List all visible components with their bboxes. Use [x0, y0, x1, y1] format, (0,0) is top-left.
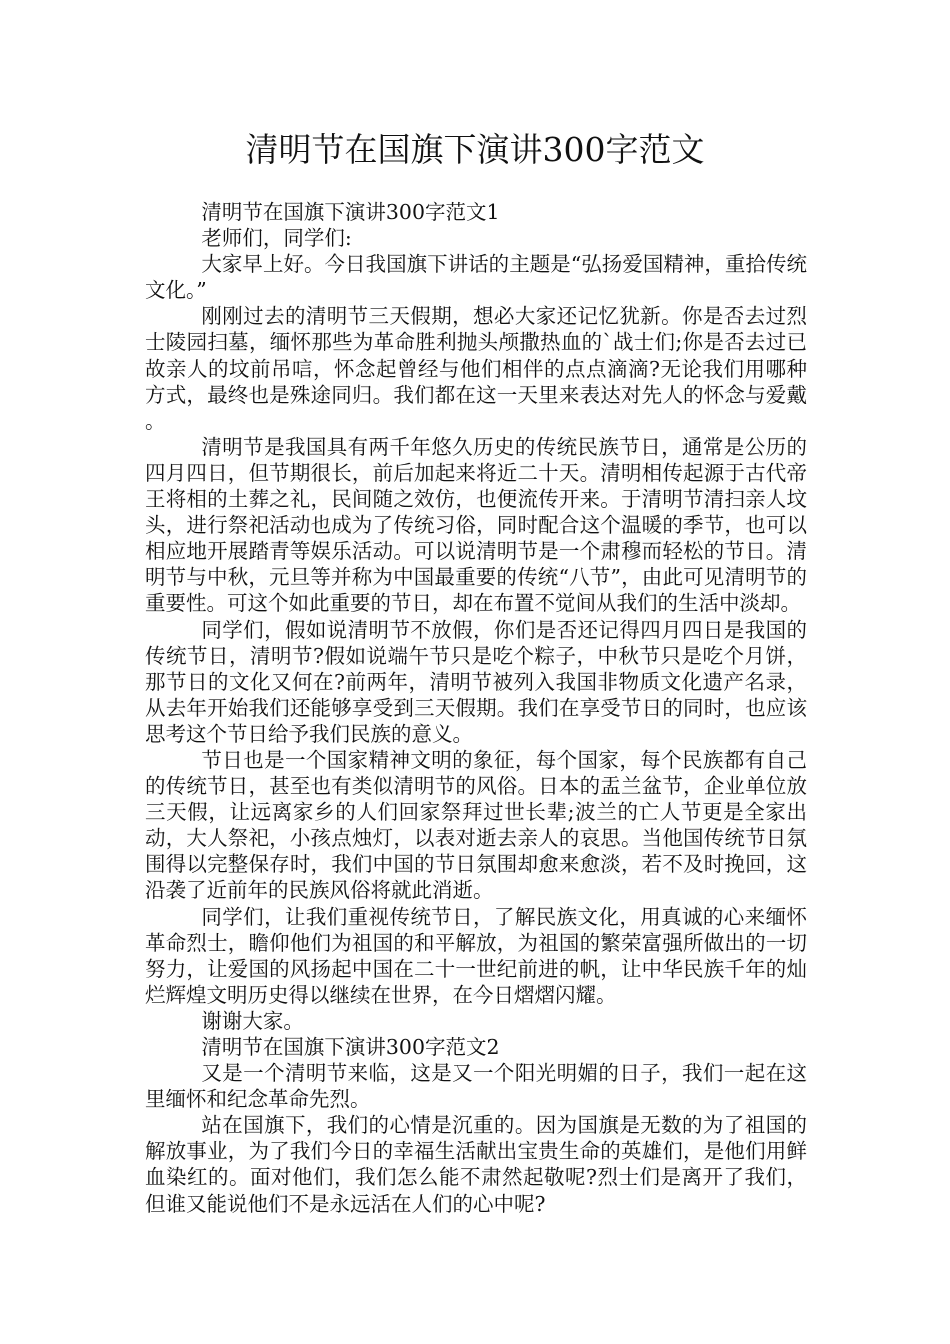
- salutation: 老师们，同学们:: [201, 226, 352, 251]
- paragraph: 站在国旗下，我们的心情是沉重的。因为国旗是无数的为了祖国的解放事业，为了我们今日的幸福生活献出宝贵生命的英雄们，是他们用鲜血染红的。面对他们，我们怎么能不肃然起敬呢?烈士们是离开了我们，但谁又能说他们不是永远活在人们的心中呢?: [145, 1113, 807, 1216]
- paragraph: 节日也是一个国家精神文明的象征，每个国家，每个民族都有自己的传统节日，甚至也有类似清明节的风俗。日本的盂兰盆节，企业单位放三天假，让远离家乡的人们回家祭拜过世长辈;波兰的亡人节更是全家出动，大人祭祀，小孩点烛灯，以表对逝去亲人的哀思。当他国传统节日氛围得以完整保存时，我们中国的节日氛围却愈来愈淡，若不及时挽回，这沿袭了近前年的民族风俗将就此消逝。: [145, 747, 807, 903]
- closing-line: 谢谢大家。: [201, 1008, 304, 1033]
- document-title: 清明节在国旗下演讲300字范文: [245, 130, 705, 169]
- document-body: [145, 199, 807, 1217]
- section-heading-2: 清明节在国旗下演讲300字范文2: [201, 1035, 500, 1059]
- paragraph: 清明节是我国具有两千年悠久历史的传统民族节日，通常是公历的四月四日，但节期很长，前后加起来将近二十天。清明相传起源于古代帝王将相的土葬之礼，民间随之效仿，也便流传开来。于清明节清扫亲人坟头，进行祭祀活动也成为了传统习俗，同时配合这个温暖的季节，也可以相应地开展踏青等娱乐活动。可以说清明节是一个肃穆而轻松的节日。清明节与中秋，元旦等并称为中国最重要的传统“八节”，由此可见清明节的重要性。可这个如此重要的节日，却在布置不觉间从我们的生活中淡却。: [145, 434, 807, 616]
- section-heading-1: 清明节在国旗下演讲300字范文1: [201, 200, 500, 224]
- paragraph: 刚刚过去的清明节三天假期，想必大家还记忆犹新。你是否去过烈士陵园扫墓，缅怀那些为革命胜利抛头颅撒热血的`战士们;你是否去过已故亲人的坟前吊唁，怀念起曾经与他们相伴的点点滴滴?无论我们用哪种方式，最终也是殊途同归。我们都在这一天里来表达对先人的怀念与爱戴。: [145, 304, 807, 433]
- paragraph: 又是一个清明节来临，这是又一个阳光明媚的日子，我们一起在这里缅怀和纪念革命先烈。: [145, 1061, 807, 1112]
- paragraph: 同学们，让我们重视传统节日，了解民族文化，用真诚的心来缅怀革命烈士，瞻仰他们为祖国的和平解放，为祖国的繁荣富强所做出的一切努力，让爱国的风扬起中国在二十一世纪前进的帆，让中华民族千年的灿烂辉煌文明历史得以继续在世界，在今日熠熠闪耀。: [145, 904, 807, 1007]
- paragraph: 大家早上好。今日我国旗下讲话的主题是“弘扬爱国精神，重拾传统文化。”: [145, 252, 807, 303]
- paragraph: 同学们，假如说清明节不放假，你们是否还记得四月四日是我国的传统节日，清明节?假如说端午节只是吃个粽子，中秋节只是吃个月饼，那节日的文化又何在?前两年，清明节被列入我国非物质文化遗产名录，从去年开始我们还能够享受到三天假期。我们在享受节日的同时，也应该思考这个节日给予我们民族的意义。: [145, 617, 807, 746]
